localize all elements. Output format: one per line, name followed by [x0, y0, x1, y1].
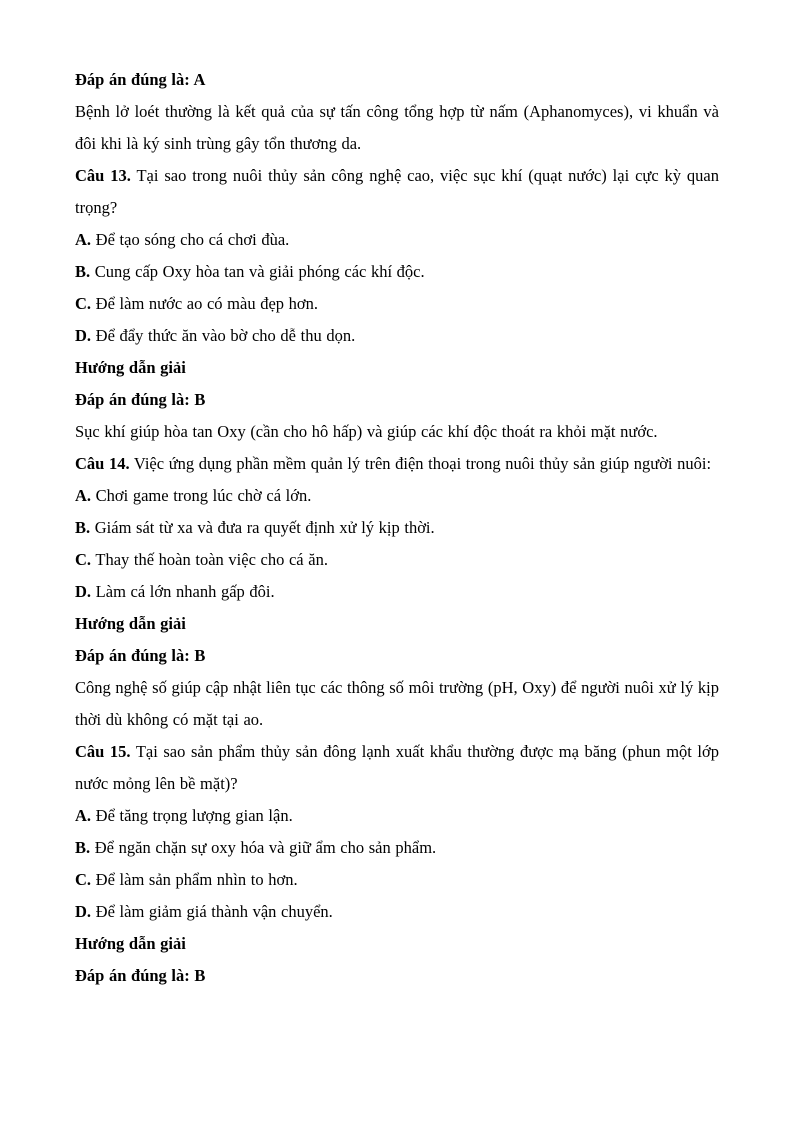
option-c-paragraph	[75, 544, 719, 576]
question-14-text-run: Việc ứng dụng phần mềm quản lý trên điện thoại trong nuôi thủy sản giúp người nuôi:	[129, 454, 712, 473]
answer-key-paragraph	[75, 960, 719, 992]
explanation-paragraph	[75, 96, 719, 160]
option-d-bold-run: D.	[75, 582, 92, 601]
answer-key-paragraph	[75, 640, 719, 672]
option-c-paragraph	[75, 864, 719, 896]
option-b-text-run: Để ngăn chặn sự oxy hóa và giữ ẩm cho sản phẩm.	[90, 838, 437, 857]
guide-heading-paragraph	[75, 928, 719, 960]
question-15-bold-run: Câu 15.	[75, 742, 131, 761]
option-c-text-run: Để làm nước ao có màu đẹp hơn.	[91, 294, 318, 313]
option-b-paragraph	[75, 512, 719, 544]
option-c-bold-run: C.	[75, 870, 92, 889]
option-a-text-run: Để tăng trọng lượng gian lận.	[91, 806, 293, 825]
option-d-text-run: Để làm giảm giá thành vận chuyển.	[91, 902, 333, 921]
guide-heading-paragraph	[75, 608, 719, 640]
option-a-text-run: Để tạo sóng cho cá chơi đùa.	[91, 230, 290, 249]
guide-heading-bold-run: Hướng dẫn giải	[75, 934, 186, 953]
option-d-paragraph	[75, 896, 719, 928]
option-c-text-run: Để làm sản phẩm nhìn to hơn.	[91, 870, 298, 889]
option-c-bold-run: C.	[75, 294, 92, 313]
answer-key-bold-run: Đáp án đúng là: B	[75, 966, 206, 985]
document-body	[75, 64, 719, 992]
option-a-text-run: Chơi game trong lúc chờ cá lớn.	[91, 486, 312, 505]
option-d-text-run: Làm cá lớn nhanh gấp đôi.	[91, 582, 275, 601]
option-c-bold-run: C.	[75, 550, 92, 569]
option-d-bold-run: D.	[75, 326, 92, 345]
question-13-paragraph	[75, 160, 719, 224]
explanation-paragraph	[75, 416, 719, 448]
option-b-bold-run: B.	[75, 262, 91, 281]
option-c-paragraph	[75, 288, 719, 320]
explanation-text-run: Bệnh lở loét thường là kết quả của sự tấn công tổng hợp từ nấm (Aphanomyces), vi khuẩn và đôi khi là ký sinh trùng gây tổn thương da.	[75, 102, 719, 153]
question-14-paragraph	[75, 448, 719, 480]
option-b-text-run: Cung cấp Oxy hòa tan và giải phóng các khí độc.	[90, 262, 425, 281]
option-b-bold-run: B.	[75, 518, 91, 537]
option-d-paragraph	[75, 320, 719, 352]
guide-heading-bold-run: Hướng dẫn giải	[75, 614, 186, 633]
option-c-text-run: Thay thế hoàn toàn việc cho cá ăn.	[91, 550, 328, 569]
answer-key-bold-run: Đáp án đúng là: B	[75, 646, 206, 665]
answer-key-paragraph	[75, 384, 719, 416]
question-14-bold-run: Câu 14.	[75, 454, 130, 473]
explanation-paragraph	[75, 672, 719, 736]
explanation-text-run: Sục khí giúp hòa tan Oxy (cần cho hô hấp) và giúp các khí độc thoát ra khỏi mặt nước.	[75, 422, 658, 441]
option-a-bold-run: A.	[75, 486, 92, 505]
question-15-text-run: Tại sao sản phẩm thủy sản đông lạnh xuất khẩu thường được mạ băng (phun một lớp nước mỏng lên bề mặt)?	[75, 742, 719, 793]
option-a-paragraph	[75, 800, 719, 832]
question-13-bold-run: Câu 13.	[75, 166, 131, 185]
option-b-text-run: Giám sát từ xa và đưa ra quyết định xử lý kịp thời.	[90, 518, 435, 537]
question-13-text-run: Tại sao trong nuôi thủy sản công nghệ cao, việc sục khí (quạt nước) lại cực kỳ quan trọng?	[75, 166, 719, 217]
question-15-paragraph	[75, 736, 719, 800]
option-a-paragraph	[75, 480, 719, 512]
answer-key-bold-run: Đáp án đúng là: A	[75, 70, 206, 89]
answer-key-paragraph	[75, 64, 719, 96]
guide-heading-bold-run: Hướng dẫn giải	[75, 358, 186, 377]
option-a-paragraph	[75, 224, 719, 256]
option-d-paragraph	[75, 576, 719, 608]
explanation-text-run: Công nghệ số giúp cập nhật liên tục các thông số môi trường (pH, Oxy) để người nuôi xử lý kịp thời dù không có mặt tại ao.	[75, 678, 719, 729]
option-b-bold-run: B.	[75, 838, 91, 857]
option-d-bold-run: D.	[75, 902, 92, 921]
option-d-text-run: Để đẩy thức ăn vào bờ cho dễ thu dọn.	[91, 326, 356, 345]
guide-heading-paragraph	[75, 352, 719, 384]
option-b-paragraph	[75, 256, 719, 288]
option-a-bold-run: A.	[75, 806, 92, 825]
option-b-paragraph	[75, 832, 719, 864]
answer-key-bold-run: Đáp án đúng là: B	[75, 390, 206, 409]
option-a-bold-run: A.	[75, 230, 92, 249]
